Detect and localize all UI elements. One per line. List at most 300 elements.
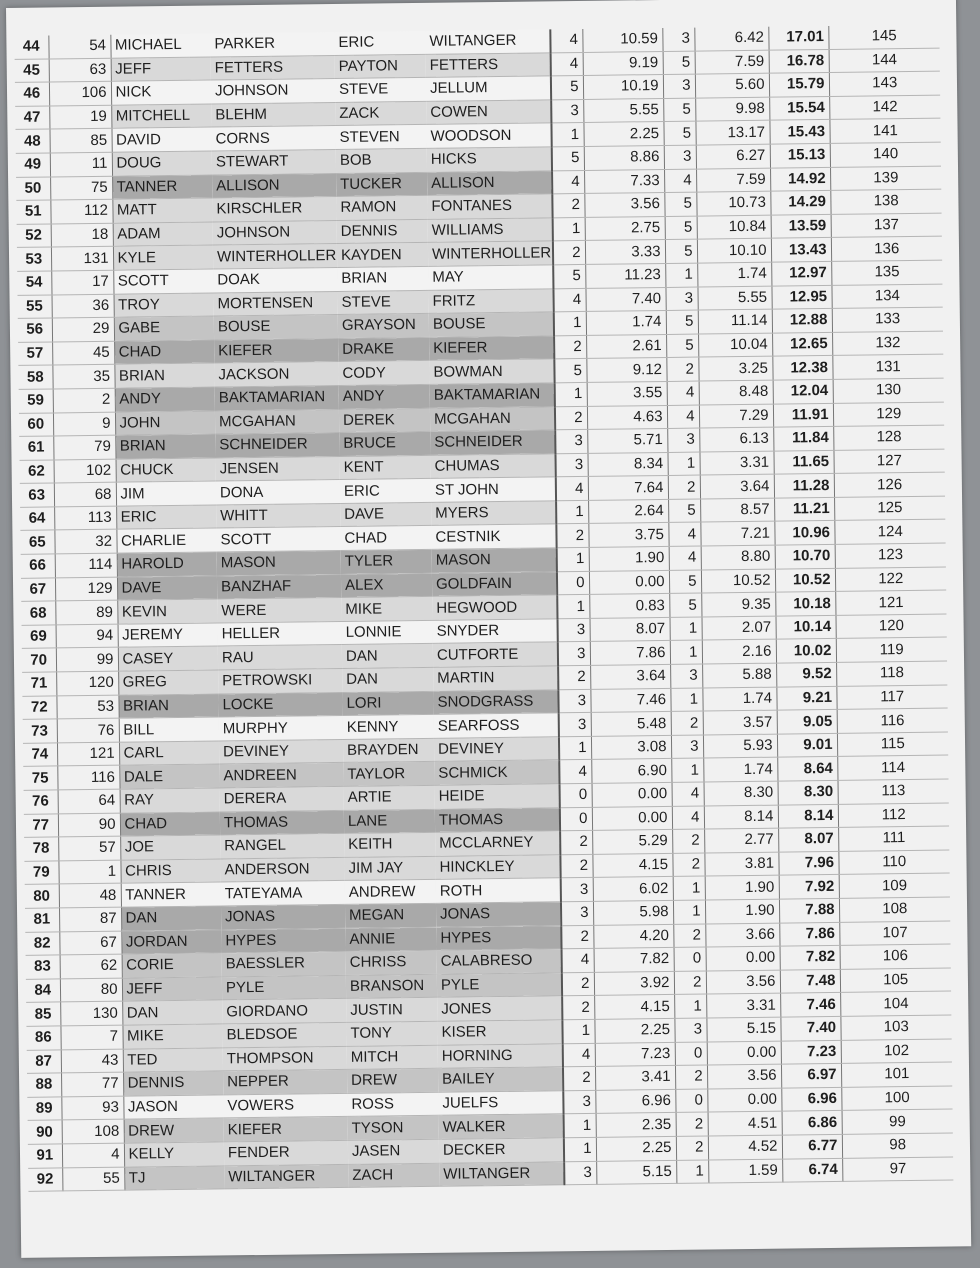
day2-weight: 2.77 — [704, 828, 778, 852]
angler1-first-name: RAY — [120, 788, 220, 813]
team-number-cell: 79 — [53, 435, 115, 459]
angler2-first-name: KENT — [339, 455, 430, 480]
day1-fish-count: 3 — [555, 430, 587, 454]
place-cell: 66 — [21, 554, 55, 578]
angler2-last-name: KIEFER — [429, 336, 554, 361]
day2-fish-count: 2 — [675, 1065, 707, 1089]
day1-fish-count: 0 — [557, 571, 589, 595]
day2-weight: 6.42 — [694, 27, 768, 51]
angler1-first-name: NICK — [111, 80, 211, 105]
angler1-first-name: DALE — [119, 764, 219, 789]
angler2-first-name: GRAYSON — [338, 313, 429, 338]
angler2-first-name: ANDREW — [345, 880, 436, 905]
place-cell: 48 — [15, 129, 49, 153]
angler1-last-name: FENDER — [224, 1140, 348, 1165]
angler2-first-name: CHRISS — [346, 950, 437, 975]
day2-weight: 3.64 — [700, 474, 774, 498]
angler1-last-name: BAKTAMARIAN — [215, 385, 339, 410]
day2-weight: 4.52 — [708, 1135, 782, 1159]
team-number-cell: 9 — [53, 412, 115, 436]
angler1-first-name: CHARLIE — [116, 528, 216, 553]
angler2-first-name: KEITH — [344, 833, 435, 858]
day1-fish-count: 1 — [564, 1114, 596, 1138]
place-cell: 59 — [19, 389, 53, 413]
points-cell: 128 — [833, 425, 944, 450]
total-weight: 12.88 — [772, 309, 832, 333]
angler2-last-name: WILLIAMS — [428, 218, 553, 243]
team-number-cell: 17 — [51, 270, 113, 294]
angler1-first-name: ADAM — [113, 222, 213, 247]
angler1-first-name: DAVID — [111, 127, 211, 152]
angler2-first-name: BRUCE — [339, 431, 430, 456]
place-cell: 50 — [16, 177, 50, 201]
angler2-last-name: WILTANGER — [439, 1161, 564, 1186]
day1-weight: 3.75 — [588, 523, 668, 548]
day1-weight: 0.00 — [592, 782, 672, 807]
angler1-last-name: CORNS — [211, 126, 335, 151]
day1-fish-count: 4 — [562, 949, 594, 973]
angler2-first-name: ALEX — [341, 573, 432, 598]
team-number-cell: 68 — [54, 482, 116, 506]
team-number-cell: 94 — [56, 624, 118, 648]
day2-weight: 10.73 — [696, 191, 770, 215]
team-number-cell: 54 — [48, 35, 110, 59]
total-weight: 6.86 — [782, 1111, 842, 1135]
angler2-last-name: DECKER — [439, 1138, 564, 1163]
team-number-cell: 7 — [60, 1025, 122, 1049]
angler2-last-name: WOODSON — [426, 123, 551, 148]
team-number-cell: 43 — [61, 1049, 123, 1073]
total-weight: 10.52 — [775, 568, 835, 592]
day2-weight: 6.13 — [699, 427, 773, 451]
place-cell: 64 — [20, 507, 54, 531]
day2-fish-count: 3 — [664, 145, 696, 169]
angler1-first-name: BILL — [119, 717, 219, 742]
angler2-last-name: SNODGRASS — [433, 689, 558, 714]
day1-fish-count: 4 — [559, 760, 591, 784]
team-number-cell: 93 — [61, 1096, 123, 1120]
day2-weight: 5.60 — [695, 73, 769, 97]
points-cell: 108 — [839, 897, 950, 922]
day1-weight: 5.29 — [592, 830, 672, 855]
points-cell: 142 — [829, 95, 940, 120]
place-cell: 65 — [20, 530, 54, 554]
points-cell: 115 — [837, 732, 948, 757]
angler1-last-name: KIEFER — [214, 338, 338, 363]
day2-fish-count: 5 — [666, 334, 698, 358]
day1-fish-count: 3 — [551, 99, 583, 123]
total-weight: 7.86 — [779, 922, 839, 946]
team-number-cell: 99 — [56, 648, 118, 672]
day2-fish-count: 4 — [672, 806, 704, 830]
place-cell: 58 — [18, 365, 52, 389]
angler1-first-name: KELLY — [124, 1142, 224, 1167]
team-number-cell: 120 — [56, 671, 118, 695]
points-cell: 102 — [841, 1039, 952, 1064]
angler2-last-name: PYLE — [437, 973, 562, 998]
place-cell: 44 — [14, 35, 48, 59]
day2-fish-count: 3 — [667, 428, 699, 452]
angler1-last-name: DOAK — [213, 267, 337, 292]
place-cell: 90 — [28, 1120, 62, 1144]
place-cell: 89 — [27, 1097, 61, 1121]
place-cell: 57 — [18, 342, 52, 366]
angler1-first-name: JEFF — [111, 57, 211, 82]
day1-weight: 2.25 — [594, 1018, 674, 1043]
day1-fish-count: 1 — [556, 500, 588, 524]
team-number-cell: 130 — [60, 1001, 122, 1025]
day2-fish-count: 2 — [668, 475, 700, 499]
angler1-last-name: WINTERHOLLER — [213, 244, 337, 269]
angler1-last-name: WERE — [217, 598, 341, 623]
day2-fish-count: 4 — [664, 169, 696, 193]
points-cell: 119 — [836, 637, 947, 662]
day1-weight: 7.23 — [595, 1042, 675, 1067]
angler2-first-name: ARTIE — [344, 785, 435, 810]
angler1-last-name: DERERA — [220, 786, 344, 811]
angler2-last-name: BOUSE — [429, 312, 554, 337]
angler2-first-name: ZACK — [335, 101, 426, 126]
angler1-first-name: JORDAN — [121, 930, 221, 955]
angler2-last-name: CALABRESO — [437, 949, 562, 974]
day2-weight: 8.57 — [700, 498, 774, 522]
angler1-last-name: ANDREEN — [219, 763, 343, 788]
day1-weight: 4.20 — [593, 924, 673, 949]
day2-weight: 1.74 — [703, 758, 777, 782]
day2-weight: 3.31 — [699, 451, 773, 475]
day2-fish-count: 5 — [664, 192, 696, 216]
day1-weight: 1.74 — [586, 311, 666, 336]
results-sheet — [6, 0, 971, 1258]
total-weight: 7.88 — [779, 898, 839, 922]
points-cell: 107 — [839, 921, 950, 946]
angler1-first-name: TANNER — [112, 175, 212, 200]
day1-fish-count: 2 — [553, 241, 585, 265]
angler1-first-name: GABE — [114, 316, 214, 341]
day1-weight: 1.90 — [589, 547, 669, 572]
angler2-first-name: CODY — [338, 361, 429, 386]
day1-fish-count: 3 — [558, 642, 590, 666]
day2-weight: 0.00 — [706, 946, 780, 970]
team-number-cell: 32 — [54, 530, 116, 554]
results-table-body — [14, 25, 953, 1192]
angler1-last-name: NEPPER — [223, 1070, 347, 1095]
day1-fish-count: 2 — [552, 194, 584, 218]
angler1-first-name: BRIAN — [118, 694, 218, 719]
points-cell: 109 — [839, 873, 950, 898]
angler2-first-name: DEREK — [339, 408, 430, 433]
day2-weight: 10.04 — [698, 333, 772, 357]
angler2-first-name: TAYLOR — [343, 762, 434, 787]
day2-fish-count: 2 — [674, 971, 706, 995]
team-number-cell: 90 — [58, 813, 120, 837]
day2-weight: 6.27 — [696, 144, 770, 168]
points-cell: 133 — [832, 307, 943, 332]
angler1-first-name: CARL — [119, 741, 219, 766]
day2-fish-count: 0 — [675, 1042, 707, 1066]
place-cell: 80 — [25, 884, 59, 908]
angler2-last-name: HYPES — [436, 925, 561, 950]
points-cell: 99 — [842, 1109, 953, 1134]
angler2-first-name: JASEN — [348, 1139, 439, 1164]
results-table-container — [14, 25, 958, 1192]
day1-fish-count: 3 — [559, 713, 591, 737]
day2-weight: 9.98 — [695, 97, 769, 121]
day2-fish-count: 2 — [672, 829, 704, 853]
day1-fish-count: 2 — [558, 665, 590, 689]
place-cell: 45 — [15, 59, 49, 83]
angler2-first-name: DAN — [342, 667, 433, 692]
place-cell: 69 — [22, 625, 56, 649]
place-cell: 84 — [26, 979, 60, 1003]
day1-fish-count: 1 — [553, 217, 585, 241]
angler1-last-name: BANZHAF — [217, 574, 341, 599]
points-cell: 98 — [842, 1133, 953, 1158]
day2-fish-count: 3 — [663, 74, 695, 98]
angler2-last-name: MCCLARNEY — [435, 831, 560, 856]
day2-fish-count: 5 — [663, 121, 695, 145]
points-cell: 136 — [831, 236, 942, 261]
day2-weight: 10.10 — [697, 239, 771, 263]
place-cell: 85 — [26, 1002, 60, 1026]
day2-fish-count: 3 — [670, 664, 702, 688]
team-number-cell: 76 — [57, 718, 119, 742]
total-weight: 7.82 — [780, 946, 840, 970]
angler2-last-name: CESTNIK — [431, 524, 556, 549]
angler1-last-name: KIRSCHLER — [212, 197, 336, 222]
day1-fish-count: 3 — [563, 1090, 595, 1114]
team-number-cell: 89 — [55, 600, 117, 624]
day2-fish-count: 1 — [671, 758, 703, 782]
points-cell: 141 — [829, 118, 940, 143]
angler2-last-name: JUELFS — [438, 1090, 563, 1115]
total-weight: 15.13 — [770, 143, 830, 167]
day1-fish-count: 4 — [553, 288, 585, 312]
points-cell: 140 — [830, 142, 941, 167]
day1-fish-count: 4 — [563, 1043, 595, 1067]
total-weight: 7.40 — [780, 1016, 840, 1040]
day2-weight: 8.14 — [704, 805, 778, 829]
day1-weight: 3.41 — [595, 1066, 675, 1091]
day1-fish-count: 1 — [557, 547, 589, 571]
total-weight: 9.01 — [777, 733, 837, 757]
team-number-cell: 53 — [56, 695, 118, 719]
day2-weight: 7.29 — [699, 404, 773, 428]
day2-weight: 5.93 — [703, 734, 777, 758]
angler1-last-name: BAESSLER — [222, 952, 346, 977]
day1-weight: 2.35 — [596, 1113, 676, 1138]
points-cell: 110 — [838, 850, 949, 875]
team-number-cell: 80 — [60, 978, 122, 1002]
angler1-first-name: CASEY — [118, 646, 218, 671]
day1-weight: 2.75 — [585, 216, 665, 241]
day1-weight: 3.08 — [591, 735, 671, 760]
angler2-first-name: ERIC — [334, 31, 425, 55]
day1-fish-count: 3 — [555, 453, 587, 477]
day1-fish-count: 5 — [552, 146, 584, 170]
total-weight: 12.65 — [772, 332, 832, 356]
day1-fish-count: 2 — [554, 335, 586, 359]
angler2-last-name: WALKER — [439, 1114, 564, 1139]
day1-fish-count: 2 — [561, 925, 593, 949]
total-weight: 6.97 — [781, 1064, 841, 1088]
angler1-first-name: JASON — [123, 1095, 223, 1120]
place-cell: 81 — [25, 908, 59, 932]
place-cell: 60 — [19, 412, 53, 436]
place-cell: 51 — [16, 200, 50, 224]
place-cell: 63 — [20, 483, 54, 507]
total-weight: 12.95 — [771, 285, 831, 309]
day2-fish-count: 5 — [668, 499, 700, 523]
day2-weight: 10.52 — [701, 569, 775, 593]
team-number-cell: 87 — [59, 907, 121, 931]
angler1-first-name: MITCHELL — [111, 104, 211, 129]
day1-fish-count: 4 — [550, 29, 582, 52]
angler1-first-name: DOUG — [112, 151, 212, 176]
angler1-first-name: JOHN — [115, 410, 215, 435]
total-weight: 7.48 — [780, 969, 840, 993]
day2-weight: 3.66 — [705, 923, 779, 947]
angler1-last-name: VOWERS — [223, 1093, 347, 1118]
total-weight: 11.84 — [773, 427, 833, 451]
day2-fish-count: 2 — [672, 853, 704, 877]
points-cell: 97 — [842, 1157, 953, 1182]
total-weight: 12.97 — [771, 261, 831, 285]
day2-fish-count: 2 — [676, 1112, 708, 1136]
day2-weight: 5.15 — [706, 1017, 780, 1041]
angler1-first-name: CHAD — [114, 340, 214, 365]
day1-weight: 7.64 — [588, 476, 668, 501]
day2-weight: 8.30 — [704, 781, 778, 805]
day2-weight: 11.14 — [698, 309, 772, 333]
day2-fish-count: 5 — [665, 239, 697, 263]
angler2-first-name: MEGAN — [345, 903, 436, 928]
angler2-first-name: TYSON — [348, 1116, 439, 1141]
day2-fish-count: 1 — [669, 617, 701, 641]
day2-fish-count: 3 — [662, 28, 694, 51]
angler2-first-name: JUSTIN — [346, 998, 437, 1023]
angler2-last-name: ST JOHN — [431, 477, 556, 502]
day2-weight: 1.90 — [705, 899, 779, 923]
team-number-cell: 131 — [51, 247, 113, 271]
total-weight: 11.91 — [773, 403, 833, 427]
day1-fish-count: 1 — [562, 1019, 594, 1043]
total-weight: 8.64 — [777, 757, 837, 781]
day2-fish-count: 1 — [665, 263, 697, 287]
points-cell: 130 — [833, 378, 944, 403]
angler2-first-name: TONY — [346, 1021, 437, 1046]
team-number-cell: 63 — [49, 58, 111, 82]
total-weight: 11.28 — [774, 474, 834, 498]
day1-weight: 7.33 — [584, 169, 664, 194]
results-table — [14, 25, 953, 1192]
team-number-cell: 1 — [58, 860, 120, 884]
place-cell: 82 — [25, 931, 59, 955]
day1-fish-count: 2 — [560, 831, 592, 855]
total-weight: 10.02 — [776, 639, 836, 663]
day2-fish-count: 5 — [669, 570, 701, 594]
angler2-first-name: STEVE — [337, 290, 428, 315]
angler1-last-name: THOMPSON — [223, 1046, 347, 1071]
day2-fish-count: 1 — [673, 876, 705, 900]
day2-weight: 7.59 — [696, 168, 770, 192]
angler2-first-name: RAMON — [336, 196, 427, 221]
angler1-last-name: SCHNEIDER — [215, 433, 339, 458]
day2-fish-count: 0 — [674, 947, 706, 971]
day1-weight: 5.55 — [583, 98, 663, 123]
angler2-first-name: LORI — [342, 691, 433, 716]
points-cell: 111 — [838, 826, 949, 851]
team-number-cell: 106 — [49, 81, 111, 105]
angler1-last-name: TATEYAMA — [221, 881, 345, 906]
total-weight: 15.79 — [769, 73, 829, 97]
day1-fish-count: 4 — [556, 477, 588, 501]
angler2-last-name: WILTANGER — [425, 29, 550, 54]
angler1-last-name: HELLER — [218, 621, 342, 646]
points-cell: 105 — [840, 968, 951, 993]
angler2-last-name: JELLUM — [426, 76, 551, 101]
angler2-last-name: DEVINEY — [434, 737, 559, 762]
day2-weight: 2.07 — [701, 616, 775, 640]
total-weight: 17.01 — [768, 26, 828, 50]
angler2-last-name: JONAS — [436, 902, 561, 927]
place-cell: 61 — [19, 436, 53, 460]
day2-fish-count: 2 — [673, 924, 705, 948]
day1-fish-count: 3 — [558, 689, 590, 713]
angler2-last-name: MCGAHAN — [430, 406, 555, 431]
team-number-cell: 62 — [60, 954, 122, 978]
angler1-last-name: JONAS — [221, 904, 345, 929]
day1-fish-count: 1 — [555, 382, 587, 406]
place-cell: 53 — [17, 247, 51, 271]
day1-fish-count: 1 — [559, 736, 591, 760]
team-number-cell: 11 — [50, 152, 112, 176]
day2-weight: 1.74 — [702, 687, 776, 711]
day1-weight: 9.12 — [586, 358, 666, 383]
place-cell: 83 — [26, 955, 60, 979]
points-cell: 116 — [837, 708, 948, 733]
angler2-first-name: CHAD — [340, 526, 431, 551]
day2-weight: 8.80 — [701, 545, 775, 569]
angler1-first-name: CHUCK — [116, 458, 216, 483]
place-cell: 71 — [22, 672, 56, 696]
team-number-cell: 116 — [57, 766, 119, 790]
angler2-first-name: BOB — [336, 148, 427, 173]
day1-weight: 7.86 — [590, 641, 670, 666]
team-number-cell: 29 — [52, 317, 114, 341]
day1-weight: 4.15 — [594, 995, 674, 1020]
angler1-last-name: MURPHY — [219, 716, 343, 741]
total-weight: 6.74 — [782, 1158, 842, 1182]
points-cell: 125 — [834, 496, 945, 521]
day2-fish-count: 1 — [676, 1160, 708, 1184]
day2-weight: 3.56 — [706, 970, 780, 994]
angler2-last-name: WINTERHOLLER — [428, 241, 553, 266]
angler2-first-name: DAVE — [340, 502, 431, 527]
angler1-first-name: ANDY — [115, 387, 215, 412]
angler1-last-name: MASON — [217, 551, 341, 576]
angler1-last-name: ALLISON — [212, 173, 336, 198]
day1-weight: 11.23 — [585, 263, 665, 288]
place-cell: 55 — [18, 294, 52, 318]
angler1-first-name: KYLE — [113, 245, 213, 270]
angler2-last-name: MAY — [428, 265, 553, 290]
angler1-first-name: CORIE — [122, 953, 222, 978]
day1-weight: 5.15 — [596, 1160, 676, 1185]
total-weight: 14.29 — [770, 191, 830, 215]
angler2-last-name: COWEN — [426, 100, 551, 125]
day1-fish-count: 3 — [561, 901, 593, 925]
